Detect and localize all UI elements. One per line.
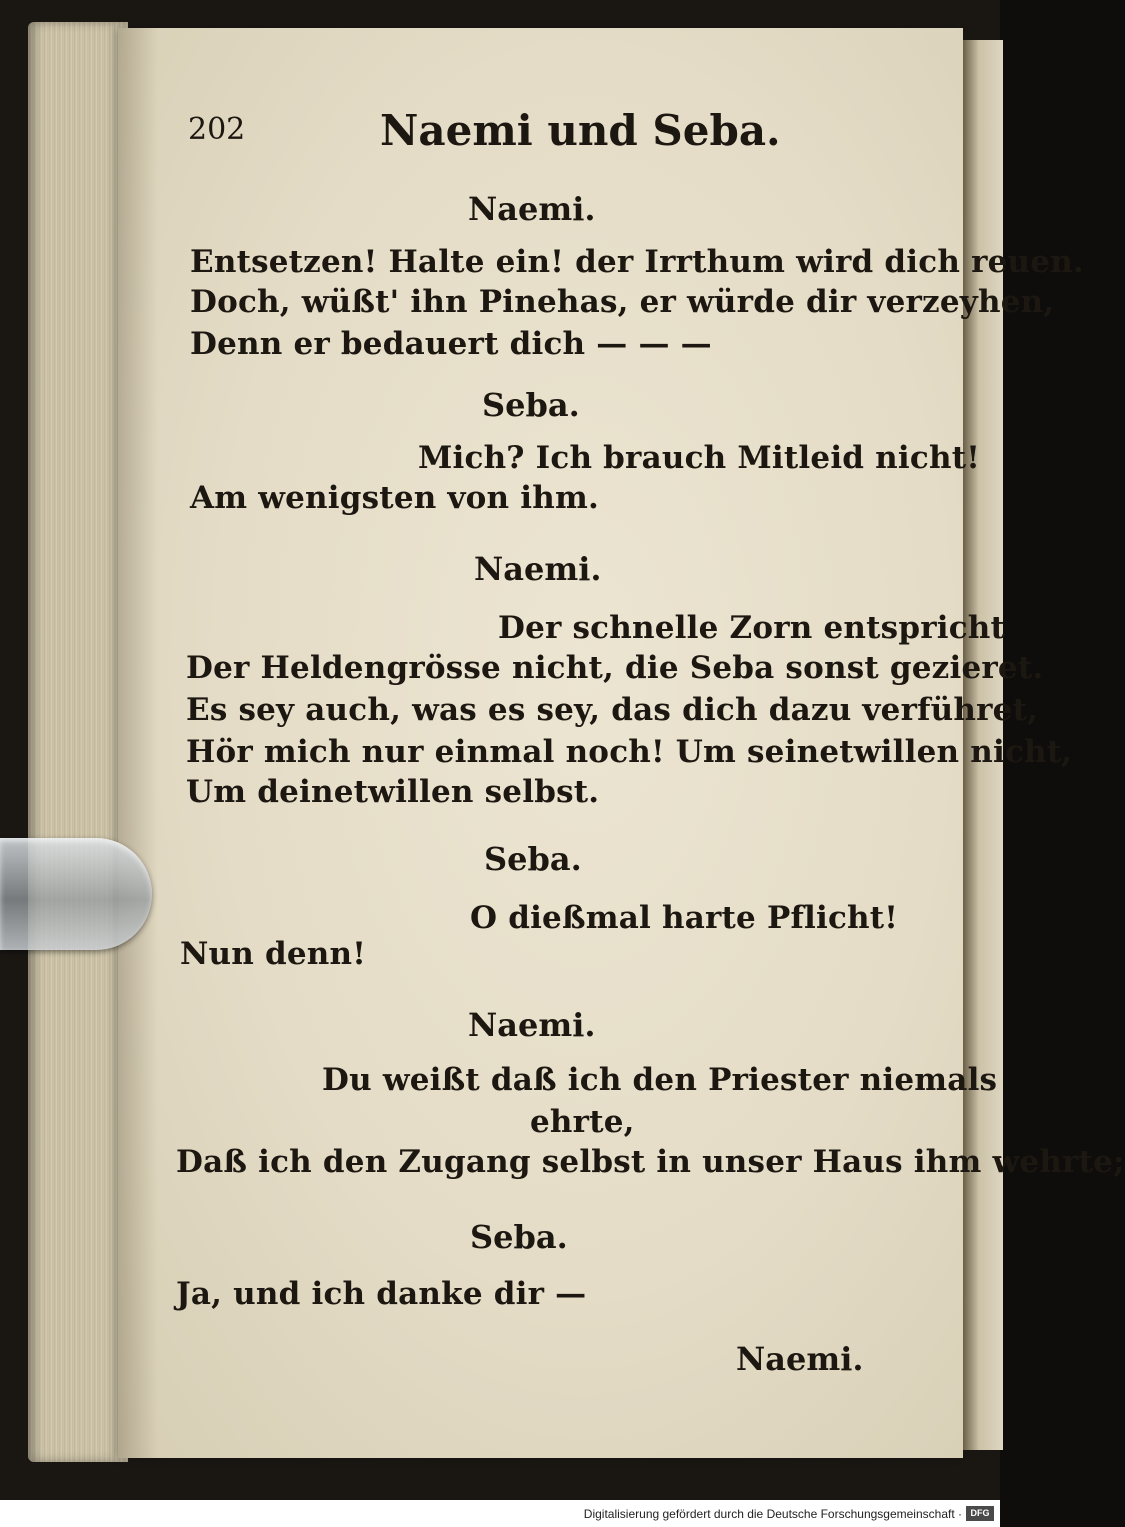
speaker-name: Naemi. — [736, 1340, 864, 1378]
verse-line: ehrte, — [530, 1104, 635, 1140]
verse-line: Am wenigsten von ihm. — [190, 480, 600, 516]
running-title: Naemi und Seba. — [380, 106, 781, 155]
page-number: 202 — [188, 112, 246, 147]
speaker-name: Naemi. — [468, 1006, 596, 1044]
speaker-name: Seba. — [482, 386, 580, 424]
speaker-name: Naemi. — [468, 190, 596, 228]
verse-line: Doch, wüßt' ihn Pinehas, er würde dir verzeyhen, — [190, 284, 1055, 320]
verse-line: Es sey auch, was es sey, das dich dazu verführet, — [186, 692, 1039, 728]
verse-line: Daß ich den Zugang selbst in unser Haus ihm wehrte; — [176, 1144, 1125, 1180]
speaker-name: Seba. — [484, 840, 582, 878]
verse-line: Du weißt daß ich den Priester niemals — [322, 1062, 998, 1098]
speaker-name: Naemi. — [474, 550, 602, 588]
verse-line: Mich? Ich brauch Mitleid nicht! — [418, 440, 981, 476]
speaker-name: Seba. — [470, 1218, 568, 1256]
verse-line: Der Heldengrösse nicht, die Seba sonst gezieret. — [186, 650, 1044, 686]
page-clamp — [0, 838, 152, 950]
digitization-footer — [0, 1500, 1000, 1527]
verse-line: Nun denn! — [180, 936, 367, 972]
dfg-logo: DFG — [966, 1506, 994, 1521]
verse-line: Um deinetwillen selbst. — [186, 774, 600, 810]
verse-line: Denn er bedauert dich — — — — [190, 326, 712, 362]
verse-line: Hör mich nur einmal noch! Um seinetwillen nicht, — [186, 734, 1073, 770]
verse-line: Der schnelle Zorn entspricht — [498, 610, 1006, 646]
verse-line: O dießmal harte Pflicht! — [470, 900, 899, 936]
funding-credit: Digitalisierung gefördert durch die Deutsche Forschungsgemeinschaft · — [583, 1507, 962, 1521]
verse-line: Ja, und ich danke dir — — [176, 1276, 587, 1312]
verse-line: Entsetzen! Halte ein! der Irrthum wird dich reuen. — [190, 244, 1084, 280]
